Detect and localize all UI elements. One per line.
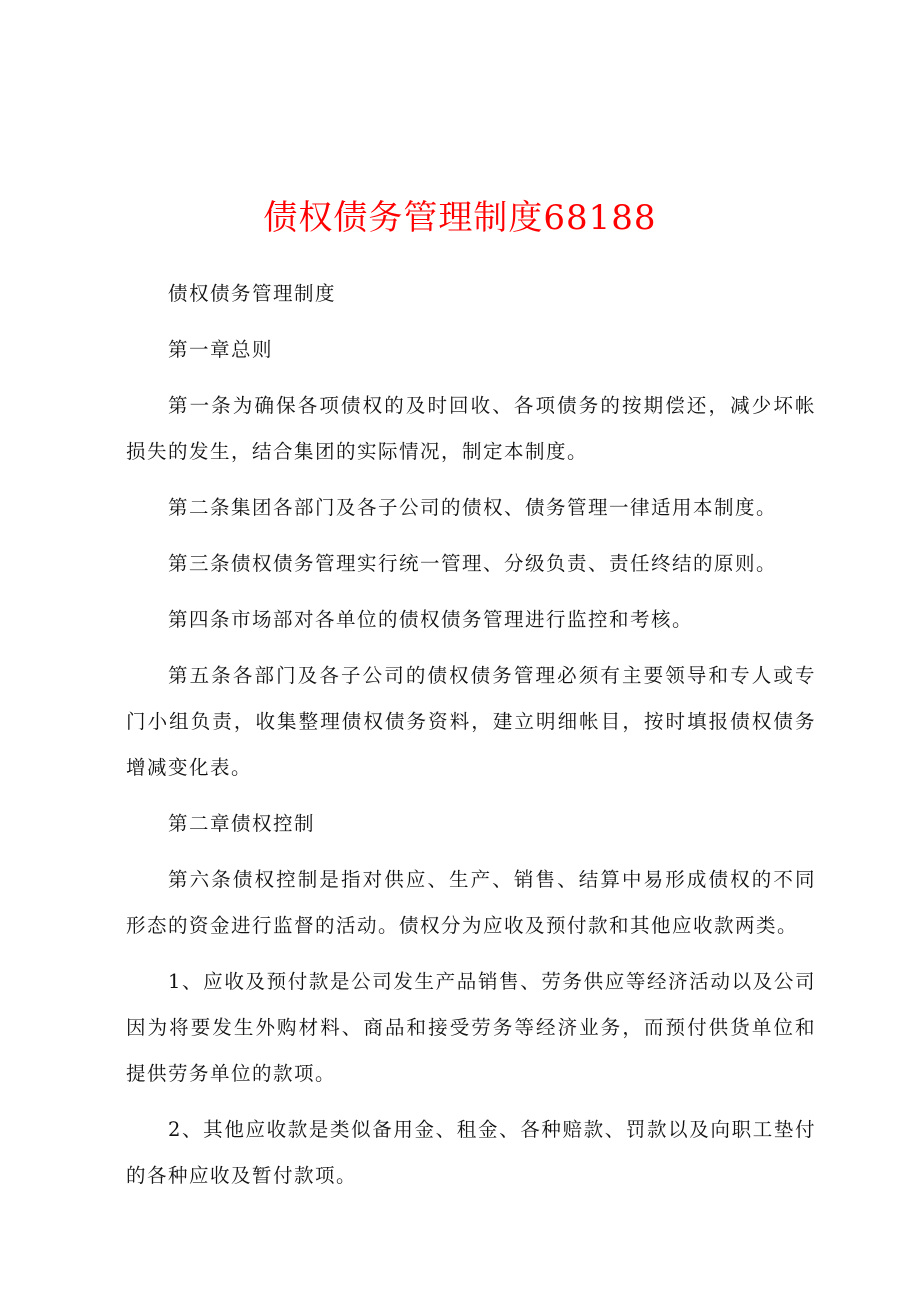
article-1: 第一条为确保各项债权的及时回收、各项债务的按期偿还，减少坏帐损失的发生，结合集团的实际情况，制定本制度。 [126,394,816,463]
document-body [126,271,816,1209]
list-item-2: 2、其他应收款是类似备用金、租金、各种赔款、罚款以及向职工垫付的各种应收及暂付款项。 [126,1118,816,1187]
list-item-1: 1、应收及预付款是公司发生产品销售、劳务供应等经济活动以及公司因为将要发生外购材料、商品和接受劳务等经济业务，而预付供货单位和提供劳务单位的款项。 [126,970,816,1085]
paragraph-heading: 债权债务管理制度 [168,282,337,305]
chapter-2-heading: 第二章债权控制 [168,812,316,835]
article-5: 第五条各部门及各子公司的债权债务管理必须有主要领导和专人或专门小组负责，收集整理债权债务资料，建立明细帐目，按时填报债权债务增减变化表。 [126,664,816,779]
article-3: 第三条债权债务管理实行统一管理、分级负责、责任终结的原则。 [168,552,778,575]
article-4: 第四条市场部对各单位的债权债务管理进行监控和考核。 [168,608,694,631]
article-6: 第六条债权控制是指对供应、生产、销售、结算中易形成债权的不同形态的资金进行监督的活动。债权分为应收及预付款和其他应收款两类。 [126,868,816,937]
article-2: 第二条集团各部门及各子公司的债权、债务管理一律适用本制度。 [168,496,778,519]
chapter-1-heading: 第一章总则 [168,338,274,361]
document-title: 债权债务管理制度68188 [263,198,657,238]
